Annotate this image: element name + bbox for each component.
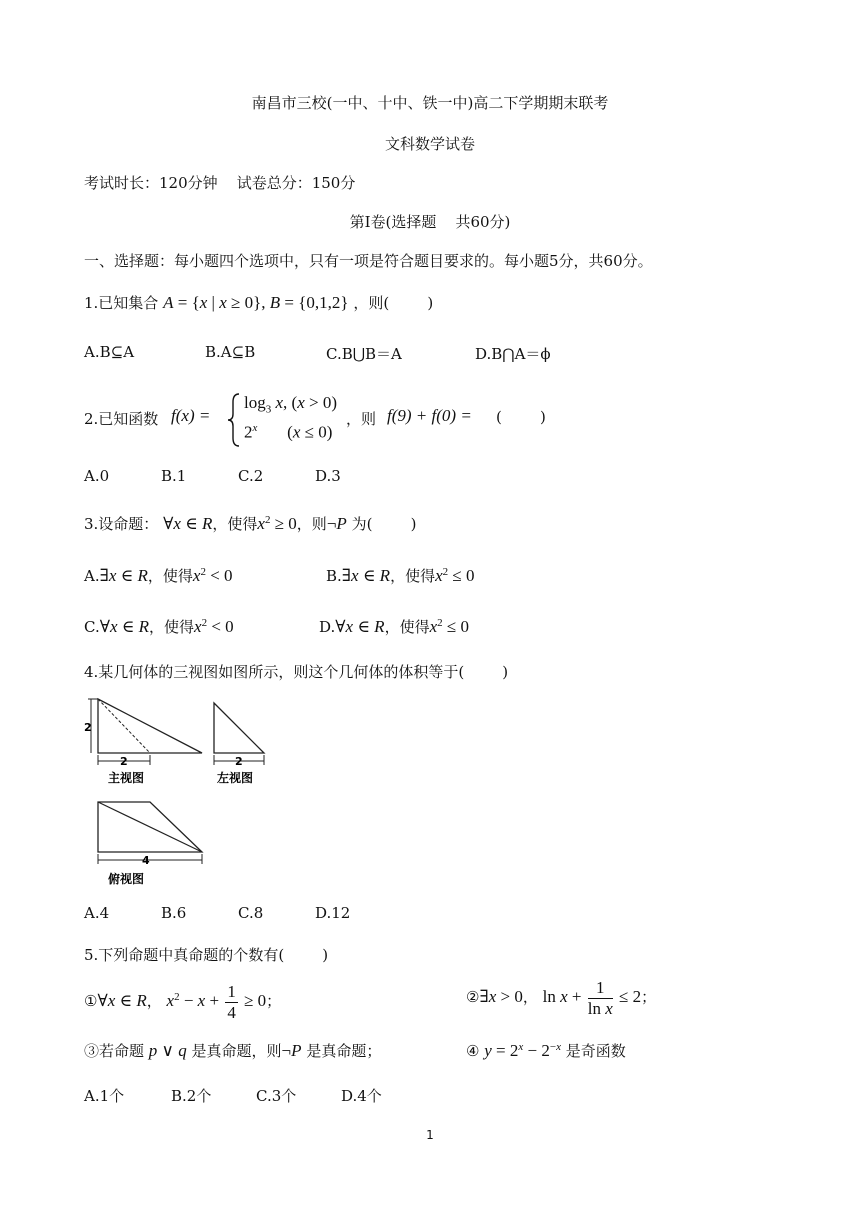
q2-prefix: 2.已知函数 (84, 410, 159, 428)
q4-option-b[interactable]: B.6 (161, 904, 187, 922)
q2-expression: f(9) + f(0) = (387, 406, 472, 425)
q5-option-b[interactable]: B.2个 (171, 1087, 212, 1105)
q5-option-c[interactable]: C.3个 (256, 1087, 297, 1105)
q3-option-a[interactable]: A.∃x ∈ R，使得$x^2 < 0$ (84, 566, 233, 585)
q5-statement-3: ③若命题 p ∨ q 是真命题，则¬P 是真命题； (84, 1041, 382, 1060)
question-3: 3.设命题： ∀x ∈ R，使得$x^2 \ge 0$，则¬P 为( ) (84, 514, 417, 533)
q2-case-2: 2$^x$ (x ≤ 0) (244, 422, 333, 442)
q3-mid: ，使得 (212, 515, 258, 533)
question-5: 5.下列命题中真命题的个数有( ) (84, 946, 329, 964)
q3-prefix: 3.设命题： (84, 515, 159, 533)
q1-option-a[interactable]: A.B⊆A (84, 343, 135, 361)
front-view-figure (84, 693, 209, 788)
exam-subtitle: 文科数学试卷 (384, 135, 475, 153)
q1-option-c[interactable]: C.B⋃B＝A (326, 345, 402, 363)
q2-case-1: $\log_3 x$, (x > 0) (244, 393, 337, 416)
q1-suffix: ，则( ) (353, 294, 434, 312)
top-view-label: 俯视图 (108, 872, 145, 886)
q2-brace (227, 392, 241, 448)
q4-option-c[interactable]: C.8 (238, 904, 264, 922)
q3-option-c[interactable]: C.∀x ∈ R，使得$x^2 < 0$ (84, 617, 234, 636)
q2-suffix: ( ) (496, 408, 546, 426)
instructions: 一、选择题：每小题四个选项中，只有一项是符合题目要求的。每小题5分，共60分。 (84, 252, 653, 270)
exam-info: 考试时长：120分钟 试卷总分：150分 (84, 174, 356, 192)
q5-statement-1: ①∀x ∈ R， $x^2 - x$ + $\frac{1}{4}$ ≥ 0； (84, 981, 282, 1022)
q1-option-d[interactable]: D.B⋂A＝ϕ (475, 345, 551, 363)
q5-option-a[interactable]: A.1个 (84, 1087, 125, 1105)
q1-set-expression: A (163, 293, 174, 312)
side-dim-width: 2 (235, 755, 243, 768)
q2-option-b[interactable]: B.1 (161, 467, 187, 485)
top-dim-length: 4 (142, 854, 150, 867)
q5-statement-2: ②∃x > 0， ln x + $\frac{1}{\text{ln x}}$ ≤ 2； (466, 977, 657, 1018)
front-dim-width: 2 (120, 755, 128, 768)
exam-title: 南昌市三校(一中、十中、铁一中)高二下学期期末联考 (251, 94, 609, 112)
page-number: 1 (426, 1128, 434, 1142)
q2-function-name: f(x) = (171, 406, 211, 425)
q2-option-a[interactable]: A.0 (84, 467, 110, 485)
top-view-figure (84, 796, 214, 891)
q1-prefix: 1.已知集合 (84, 294, 159, 312)
q3-suffix2: 为( ) (351, 515, 417, 533)
q3-suffix: ，则 (296, 515, 327, 533)
question-1: 1.已知集合 A = {x | x ≥ 0}, B = {0,1,2} ，则( ) (84, 293, 434, 312)
side-view-figure (208, 693, 273, 788)
q5-statement-4: ④ $y = 2^x - 2^{-x}$ 是奇函数 (466, 1041, 626, 1060)
q2-option-c[interactable]: C.2 (238, 467, 264, 485)
q3-option-d[interactable]: D.∀x ∈ R，使得$x^2 \le 0$ (319, 617, 469, 636)
q4-option-a[interactable]: A.4 (84, 904, 110, 922)
section-title: 第Ⅰ卷(选择题 共60分) (349, 213, 511, 231)
side-view-label: 左视图 (217, 771, 254, 785)
front-view-label: 主视图 (108, 771, 145, 785)
question-4: 4.某几何体的三视图如图所示，则这个几何体的体积等于( ) (84, 663, 509, 681)
q4-option-d[interactable]: D.12 (315, 904, 351, 922)
q1-option-b[interactable]: B.A⊆B (205, 343, 256, 361)
q2-middle: ，则 (346, 410, 377, 428)
q2-option-d[interactable]: D.3 (315, 467, 341, 485)
front-dim-height: 2 (84, 721, 92, 734)
q5-option-d[interactable]: D.4个 (341, 1087, 382, 1105)
q3-option-b[interactable]: B.∃x ∈ R，使得$x^2 \le 0$ (326, 566, 475, 585)
